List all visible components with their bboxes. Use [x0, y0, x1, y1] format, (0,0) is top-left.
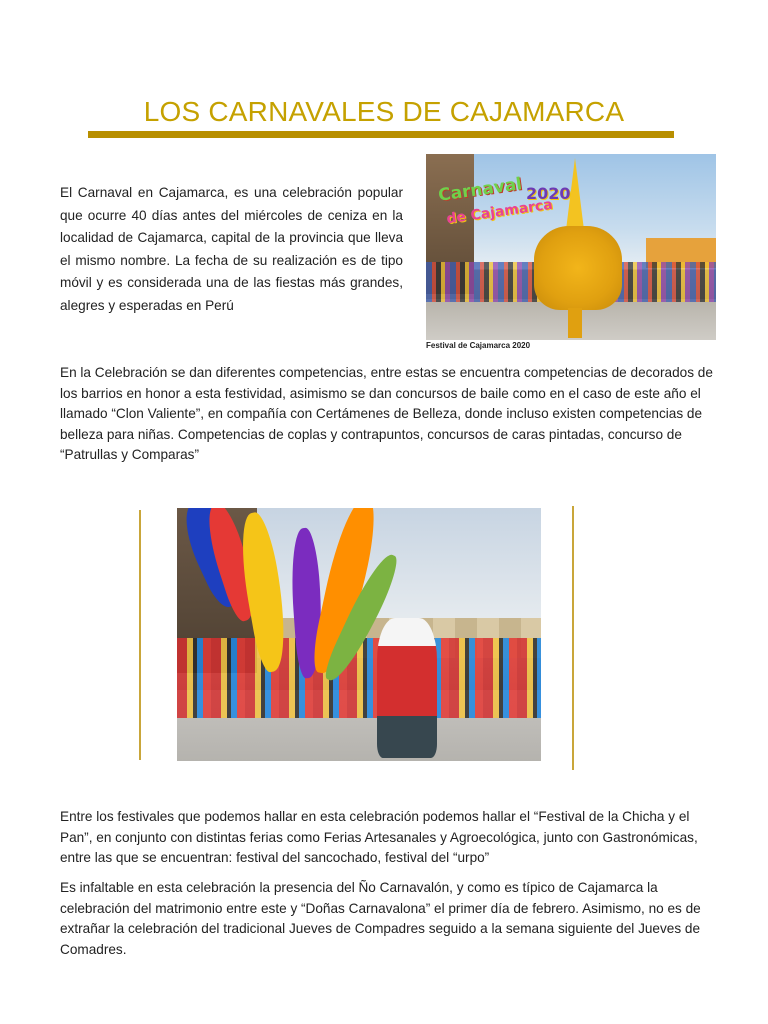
carnavalon-paragraph: Es infaltable en esta celebración la presencia del Ño Carnavalón, y como es típico de Cajamarca la celebración del matrimonio entre este y “Doñas Carnavalona” el primer día de febrero. Asimismo, no es de extrañar la celebración del tradicional Jueves de Compadres seguido a la semana siguiente del Jueves de Comadres. — [60, 880, 701, 957]
photo-logo-line2: de Cajamarca — [445, 196, 554, 228]
competitions-paragraph: En la Celebración se dan diferentes competencias, entre estas se encuentra competencias de decorados de los barrios en honor a esta festividad, asimismo se dan concursos de baile como en el caso de este año el llamado “Clon Valiente”, en compañía con Certámenes de Belleza, donde incluso existen competencias de belleza para niñas. Competencias de coplas y contrapuntos, concursos de caras pintadas, concurso de “Patrullas y Comparas” — [60, 365, 713, 462]
photo-caption: Festival de Cajamarca 2020 — [426, 341, 531, 350]
decorative-left-line — [139, 510, 141, 760]
clown-dancer-shape — [377, 618, 437, 758]
page-title: LOS CARNAVALES DE CAJAMARCA — [143, 96, 625, 127]
dancer-legs-shape — [568, 308, 582, 338]
decorative-right-line — [572, 506, 574, 770]
intro-paragraph: El Carnaval en Cajamarca, es una celebración popular que ocurre 40 días antes del miércoles de ceniza en la localidad de Cajamarca, capital de la provincia que lleva el mismo nombre. La fecha de su realización es de tipo móvil y es considerada una de las fiestas más grandes, alegres y esperadas en Perú — [60, 185, 403, 313]
dancer-shape — [534, 226, 622, 310]
festivals-paragraph: Entre los festivales que podemos hallar en esta celebración podemos hallar el “Festival de la Chicha y el Pan”, en conjunto con distintas ferias como Ferias Artesanales y Agroecológica, junto con Gastronómicas, entre las que se encuentran: festival del sancochado, festival del “urpo” — [60, 809, 698, 865]
title-underline — [88, 131, 674, 138]
carnival-photo — [426, 154, 716, 340]
photo-logo-line1: Carnaval — [437, 174, 524, 206]
photo-logo-year: 2020 — [526, 184, 571, 203]
dancers-photo — [177, 508, 541, 761]
dancers-shape — [177, 638, 541, 718]
